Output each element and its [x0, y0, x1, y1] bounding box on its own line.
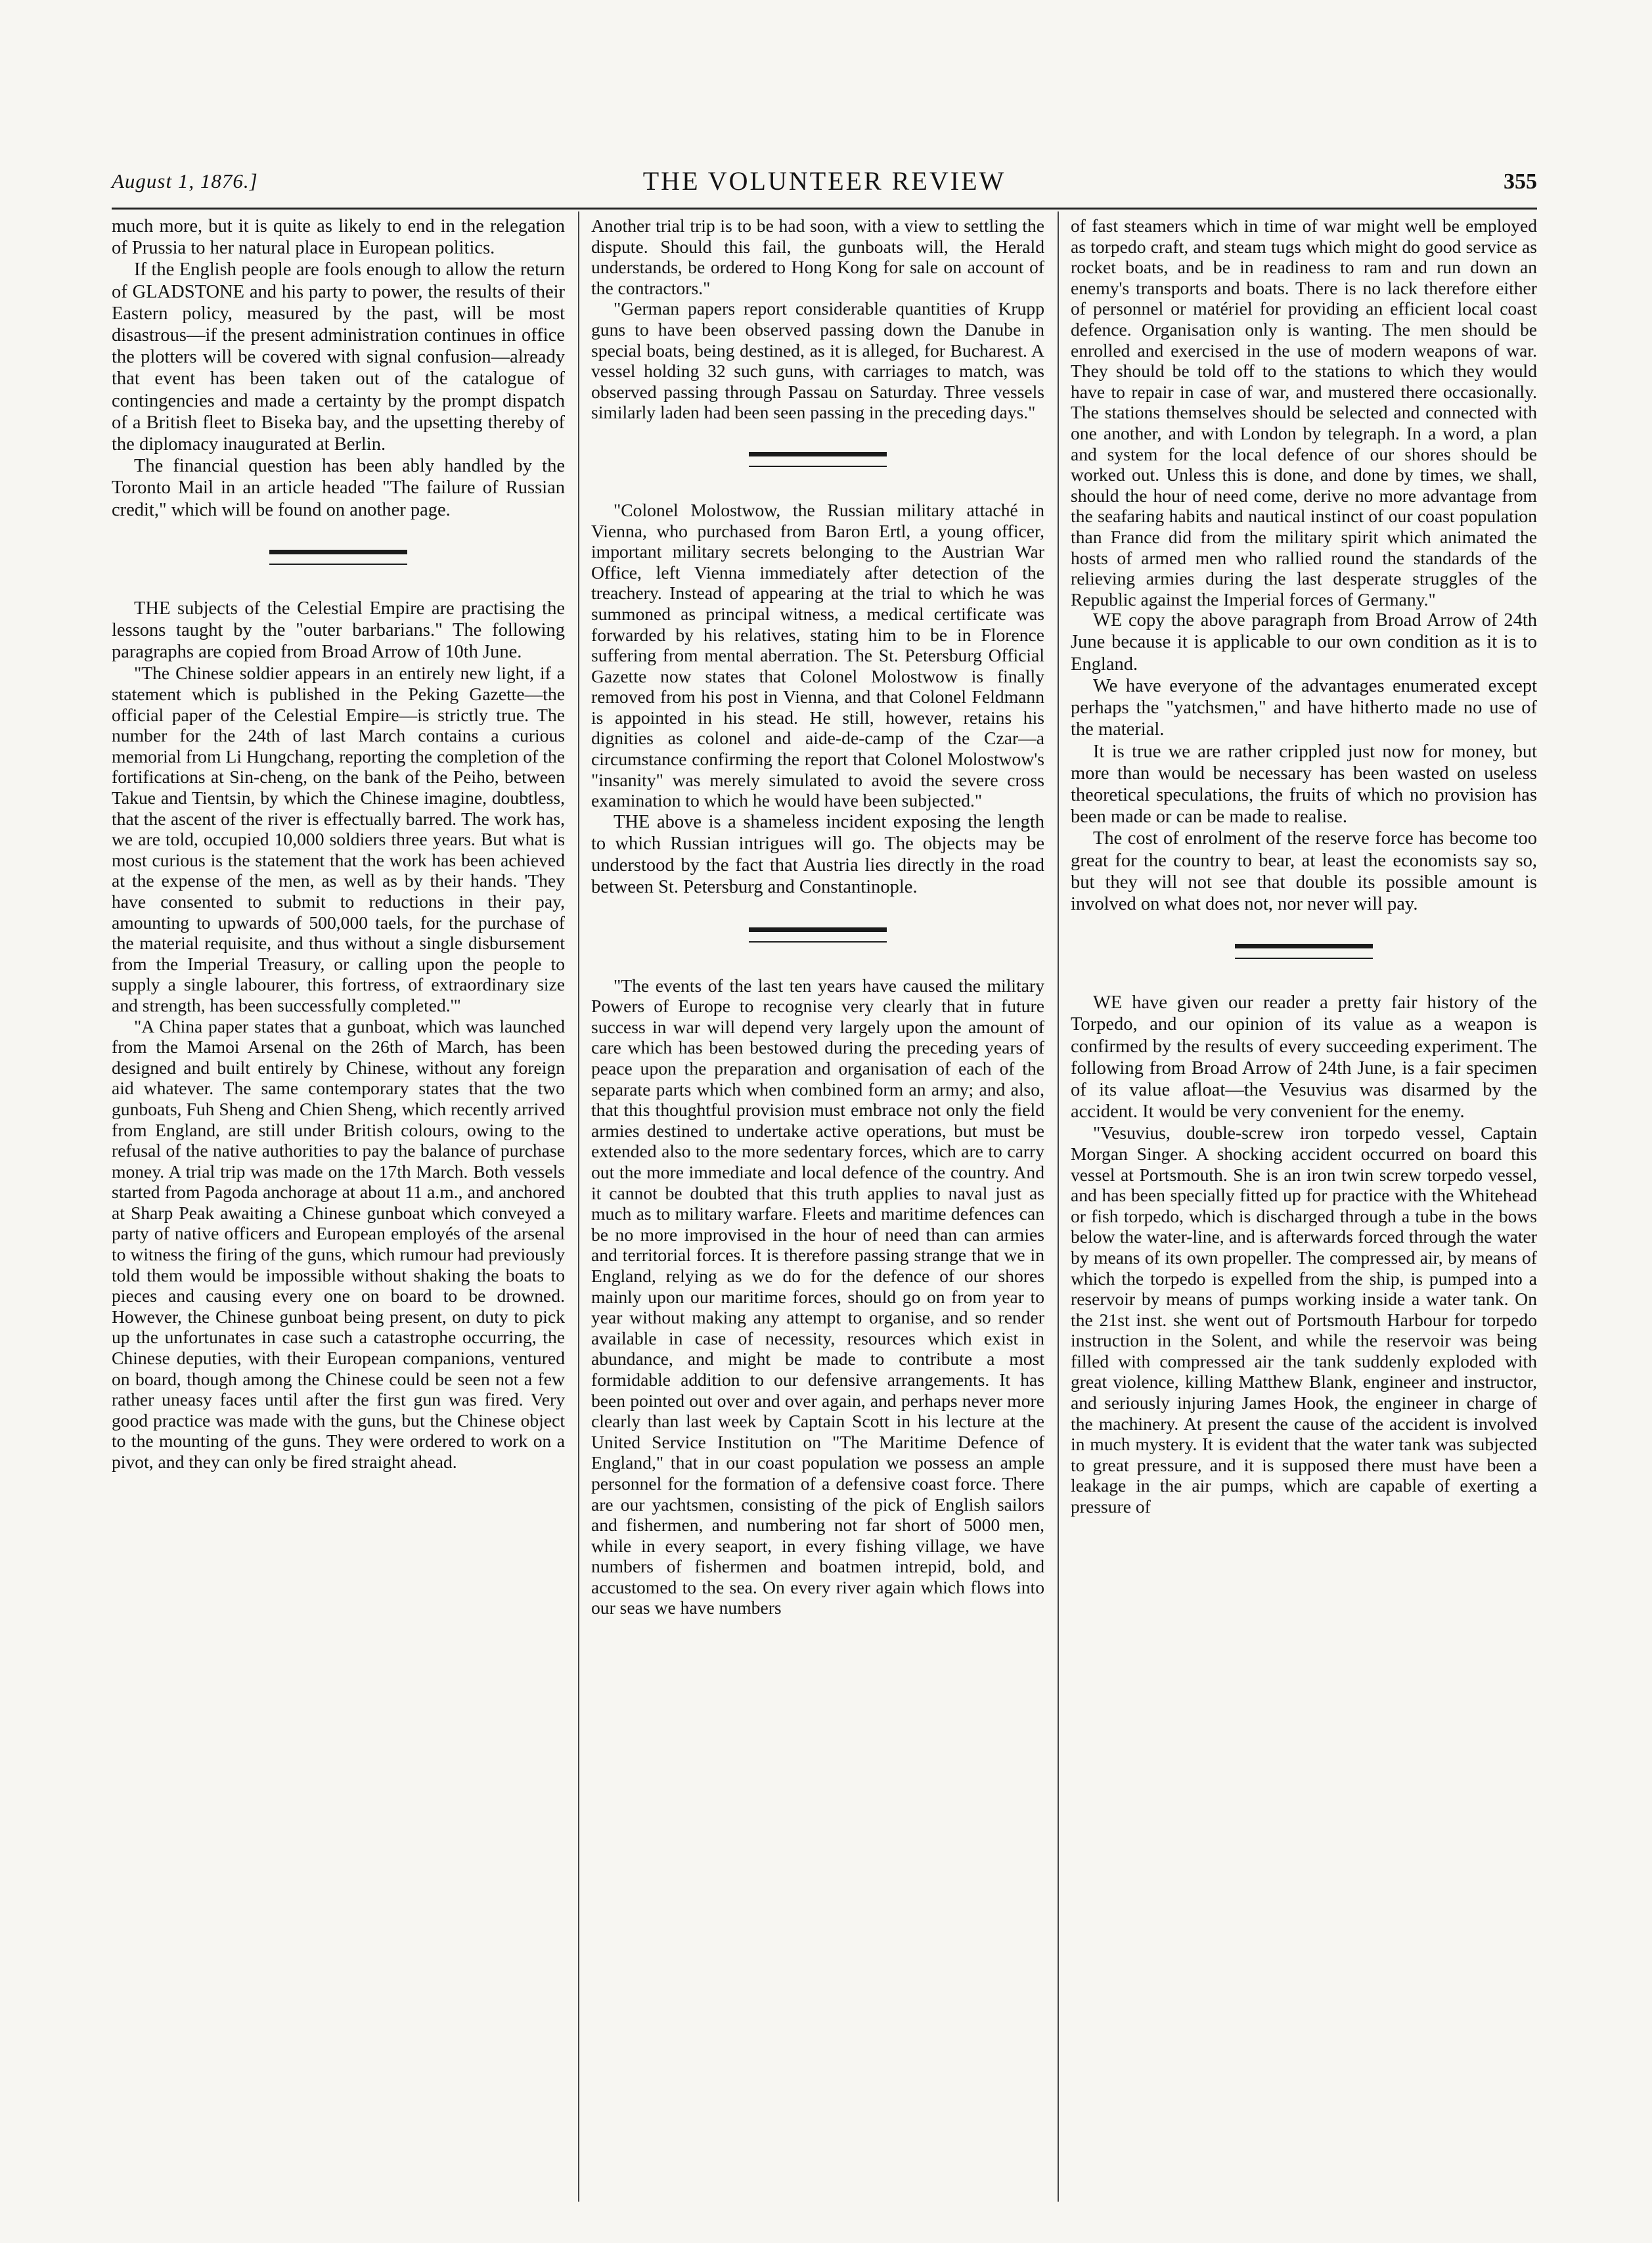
article-paragraph: If the English people are fools enough to allow the return of GLADSTONE and his party to power, the results of their Eastern policy, measured by the past, will be most disastrous—if the present administration continues in office the plotters will be covered with signal confusion—already that event has been taken out of the catalogue of contingencies and made a certainty by the prompt dispatch of a British fleet to Biseka bay, and the upsetting thereby of the diplomacy inaugurated at Berlin. — [112, 259, 565, 455]
publication-title: THE VOLUNTEER REVIEW — [642, 166, 1006, 196]
article-paragraph: THE subjects of the Celestial Empire are practising the lessons taught by the "outer barbarians." The following paragraphs are copied from Broad Arrow of 10th June. — [112, 598, 565, 663]
page-header — [112, 166, 1537, 205]
header-rule — [112, 208, 1537, 210]
article-paragraph: The financial question has been ably handled by the Toronto Mail in an article headed "The failure of Russian credit," which will be found on another page. — [112, 456, 565, 520]
article-paragraph: of fast steamers which in time of war might well be employed as torpedo craft, and steam tugs which might do good service as rocket boats, and be in readiness to ram and run down an enemy's transports and boats. There is no lack therefore either of personnel or matériel for providing an efficient local coast defence. Organisation only is wanting. The men should be enrolled and exercised in the use of modern weapons of war. They should be told off to the stations to which they would have to repair in case of war, and mustered there occasionally. The stations themselves should be selected and connected with one another, and with London by telegraph. In a word, a plan and system for the local defence of our shores should be worked out. Unless this is done, and done by times, we shall, should the hour of need come, derive no more advantage from the seafaring habits and nautical instinct of our coast population than France did from the military spirit which animated the hosts of armed men who rallied round the standards of the relieving armies during the last desperate struggles of the Republic against the Imperial forces of Germany." — [1071, 215, 1537, 610]
column-rule-2 — [1058, 211, 1059, 2202]
article-paragraph: It is true we are rather crippled just now for money, but more than would be necessary has been wasted on useless theoretical speculations, the fruits of which no provision has been made or can be made to realise. — [1071, 741, 1537, 828]
article-paragraph: "A China paper states that a gunboat, which was launched from the Mamoi Arsenal on the 26th of March, has been designed and built entirely by Chinese, without any foreign aid whatever. The same contemporary states that the two gunboats, Fuh Sheng and Chien Sheng, which recently arrived from England, are still under British colours, owing to the refusal of the native authorities to pay the balance of purchase money. A trial trip was made on the 17th March. Both vessels started from Pagoda anchorage at about 11 a.m., and anchored at Sharp Peak awaiting a Chinese gunboat which conveyed a party of native officers and European employés of the arsenal to witness the firing of the guns, which rumour had previously told them would be impossible without shaking the boats to pieces and causing every one on board to be drowned. However, the Chinese gunboat being present, on duty to pick up the unfortunates in case such a catastrophe occurring, the Chinese deputies, with their European companions, ventured on board, though among the Chinese could be seen not a few rather uneasy faces until after the first gun was fired. Very good practice was made with the guns, but the Chinese object to the mounting of the guns. They were ordered to work on a pivot, and they can only be fired straight ahead. — [112, 1015, 565, 1473]
article-paragraph: The cost of enrolment of the reserve force has become too great for the country to bear, at least the economists say so, but they will not see that double its possible amount is involved on what does not, nor never will pay. — [1071, 828, 1537, 914]
column-1 — [112, 215, 565, 2212]
section-divider — [269, 550, 407, 565]
column-3 — [1071, 215, 1537, 2212]
article-paragraph: THE above is a shameless incident exposing the length to which Russian intrigues will go. The objects may be understood by the fact that Austria lies directly in the road between St. Petersburg and Constantinople. — [591, 811, 1044, 898]
section-divider — [749, 927, 887, 943]
article-paragraph: "Colonel Molostwow, the Russian military attaché in Vienna, who purchased from Baron Ertl, a young officer, important military secrets belonging to the Austrian War Office, left Vienna immediately after detection of the treachery. Instead of appearing at the trial to which he was summoned as principal witness, a medical certificate was forwarded by his relatives, stating him to be in Florence suffering from mental aberration. The St. Petersburg Official Gazette now states that Colonel Molostwow is finally removed from his post in Vienna, and that Colonel Feldmann is appointed in his stead. He still, however, retains his dignities as colonel and aide-de-camp of the Czar—a circumstance confirming the report that Colonel Molostwow's "insanity" was merely simulated to avoid the severe cross examination to which he would have been subjected." — [591, 499, 1044, 811]
section-divider — [749, 452, 887, 467]
article-paragraph: Another trial trip is to be had soon, with a view to settling the dispute. Should this fail, the gunboats will, the Herald understands, be ordered to Hong Kong for sale on account of the contractors." — [591, 215, 1044, 298]
article-paragraph: WE have given our reader a pretty fair history of the Torpedo, and our opinion of its value as a weapon is confirmed by the results of every succeeding experiment. The following from Broad Arrow of 24th June, is a fair specimen of its value afloat—the Vesuvius was disarmed by the accident. It would be very convenient for the enemy. — [1071, 992, 1537, 1122]
article-paragraph: "Vesuvius, double-screw iron torpedo vessel, Captain Morgan Singer. A shocking accident occurred on board this vessel at Portsmouth. She is an iron twin screw torpedo vessel, and has been specially fitted up for practice with the Whitehead or fish torpedo, which is discharged through a tube in the bows below the water-line, and is afterwards forced through the water by means of its own propeller. The compressed air, by means of which the torpedo is expelled from the ship, is pumped into a reservoir by means of pumps working inside a water tank. On the 21st inst. she went out of Portsmouth Harbour for torpedo instruction in the Solent, and while the reservoir was being filled with compressed air the tank suddenly exploded with great violence, killing Matthew Blank, engineer and instructor, and seriously injuring James Hook, the engineer in charge of the machinery. At present the cause of the accident is involved in much mystery. It is evident that the water tank was subjected to great pressure, and it is supposed there must have been a leakage in the air pumps, which are capable of exerting a pressure of — [1071, 1122, 1537, 1517]
article-paragraph: "German papers report considerable quantities of Krupp guns to have been observed passing down the Danube in special boats, being destined, as it is alleged, for Bucharest. A vessel holding 32 such guns, with carriages to match, was observed passing through Passau on Saturday. Three vessels similarly laden had been seen passing in the preceding days." — [591, 298, 1044, 423]
article-paragraph: WE copy the above paragraph from Broad Arrow of 24th June because it is applicable to our own condition as it is to England. — [1071, 610, 1537, 675]
issue-date: August 1, 1876.] — [112, 169, 258, 192]
article-paragraph: "The events of the last ten years have caused the military Powers of Europe to recognise very clearly that in future success in war will depend very largely upon the amount of care which has been bestowed during the preceding years of peace upon the preparation and organisation of each of the separate parts which when combined form an army; and also, that this thoughtful provision must embrace not only the field armies destined to undertake active operations, but must be extended also to the more sedentary forces, which are to carry out the more immediate and local defence of the country. And it cannot be doubted that this truth applies to naval just as much as to military warfare. Fleets and maritime defences can be no more improvised in the hour of need than can armies and territorial forces. It is therefore passing strange that we in England, relying as we do for the defence of our shores mainly upon our maritime forces, should go on from year to year without making any attempt to organise, and so render available in case of necessity, resources which exist in abundance, and might be made to contribute a most formidable addition to our defensive arrangements. It has been pointed out over and over again, and perhaps never more clearly than last week by Captain Scott in his lecture at the United Service Institution on "The Maritime Defence of England," that in our coast population we possess an ample personnel for the formation of a defensive coast force. There are our yachtsmen, consisting of the pick of English sailors and fishermen, and numbering not far short of 5000 men, while in every seaport, in every fishing village, we have numbers of fishermen and boatmen intrepid, bold, and accustomed to the sea. On every river again which flows into our seas we have numbers — [591, 975, 1044, 1618]
page-number: 355 — [1504, 169, 1537, 194]
column-rule-1 — [578, 211, 579, 2202]
section-divider — [1235, 944, 1373, 959]
article-paragraph: much more, but it is quite as likely to end in the relegation of Prussia to her natural place in European politics. — [112, 216, 565, 259]
article-paragraph: "The Chinese soldier appears in an entirely new light, if a statement which is published in the Peking Gazette—the official paper of the Celestial Empire—is strictly true. The number for the 24th of last March contains a curious memorial from Li Hungchang, reporting the completion of the fortifications at Sin-cheng, on the bank of the Peiho, between Takue and Tientsin, by which the Chinese imagine, doubtless, that the ascent of the river is effectually barred. The work has, we are told, occupied 10,000 soldiers three years. But what is most curious is the statement that the work has been achieved at the expense of the men, as well as by their hands. 'They have consented to submit to reductions in their pay, amounting to upwards of 500,000 taels, for the purchase of the material requisite, and thus without a single disbursement from the Imperial Treasury, or calling upon the people to supply a single labourer, this fortress, of extraordinary size and strength, has been successfully completed.'" — [112, 663, 565, 1015]
column-2 — [591, 215, 1044, 2212]
article-paragraph: We have everyone of the advantages enumerated except perhaps the "yatchsmen," and have hitherto made no use of the material. — [1071, 675, 1537, 740]
